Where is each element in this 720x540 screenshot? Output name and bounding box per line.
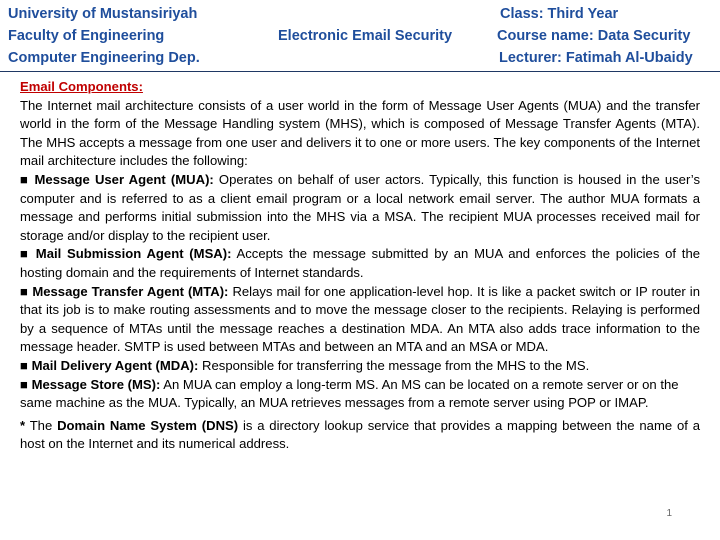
component-term: Message User Agent (MUA):: [34, 171, 214, 187]
component-item-mda: [20, 357, 700, 376]
note-lead: The: [29, 417, 53, 433]
note-text: is a directory lookup service that provides a mapping between the name of a host on the Internet and its numerical address.: [20, 417, 700, 452]
component-description: An MUA can employ a long-term MS. An MS can be located on a remote server or on the same machine as the MUA. Typically, an MUA retrieves messages from a remote server using POP or IMAP.: [20, 376, 679, 411]
component-term: Mail Submission Agent (MSA):: [35, 246, 232, 262]
bullet-icon: ■: [20, 171, 30, 187]
note-term: Domain Name System (DNS): [57, 417, 239, 433]
component-item-mta: [20, 283, 700, 357]
component-term: Message Store (MS):: [31, 376, 161, 392]
component-term: Message Transfer Agent (MTA):: [32, 283, 229, 299]
component-description: Operates on behalf of user actors. Typically, this function is housed in the user’s computer and is referred to as a client email program or a local network email server. The author MUA formats a message and performs initial submission into the MHS via a MSA. The recipient MUA processes received mail for storage and/or display to the recipient user.: [20, 171, 701, 243]
component-item-msa: [20, 245, 700, 282]
course-name: Course name: Data Security: [497, 28, 691, 44]
component-item-ms: [20, 376, 700, 413]
note-marker: *: [20, 417, 26, 433]
section-title: Email Components:: [20, 79, 143, 94]
intro-paragraph: The Internet mail architecture consists of a user world in the form of Message User Agents (MUA) and the transfer world in the form of the Message Handling system (MHS), which is composed of Message Transfer Agents (MTA). The MHS accepts a message from one user and delivers it to one or more users. The key components of the Internet mail architecture includes the following:: [20, 97, 700, 169]
bullet-icon: ■: [20, 246, 31, 262]
bullet-icon: ■: [20, 376, 28, 392]
bullet-icon: ■: [20, 283, 29, 299]
dns-note: [20, 417, 700, 454]
department-name: Computer Engineering Dep.: [8, 50, 200, 66]
faculty-name: Faculty of Engineering: [8, 28, 165, 44]
component-term: Mail Delivery Agent (MDA):: [31, 357, 199, 373]
component-description: Relays mail for one application-level hop. It is like a packet switch or IP router in that its job is to make routing assessments and to move the message closer to the recipients. Relaying is performed by a sequence of MTAs until the message reaches a destination MDA. An MTA also adds trace information to the message header. SMTP is used between MTAs and between an MTA and an MSA or MDA.: [20, 283, 700, 355]
component-item-mua: [20, 171, 700, 245]
class-label: Class: Third Year: [500, 6, 619, 22]
component-description: Responsible for transferring the message from the MHS to the MS.: [202, 357, 590, 373]
lecture-topic: Electronic Email Security: [278, 28, 453, 44]
university-name: University of Mustansiriyah: [8, 6, 198, 22]
bullet-icon: ■: [20, 357, 28, 373]
page-number: 1: [666, 508, 672, 519]
component-description: Accepts the message submitted by an MUA and enforces the policies of the hosting domain and the requirements of Internet standards.: [20, 246, 701, 280]
lecturer-name: Lecturer: Fatimah Al-Ubaidy: [499, 50, 693, 66]
slide-content: [20, 78, 700, 454]
slide-header: [0, 0, 720, 72]
